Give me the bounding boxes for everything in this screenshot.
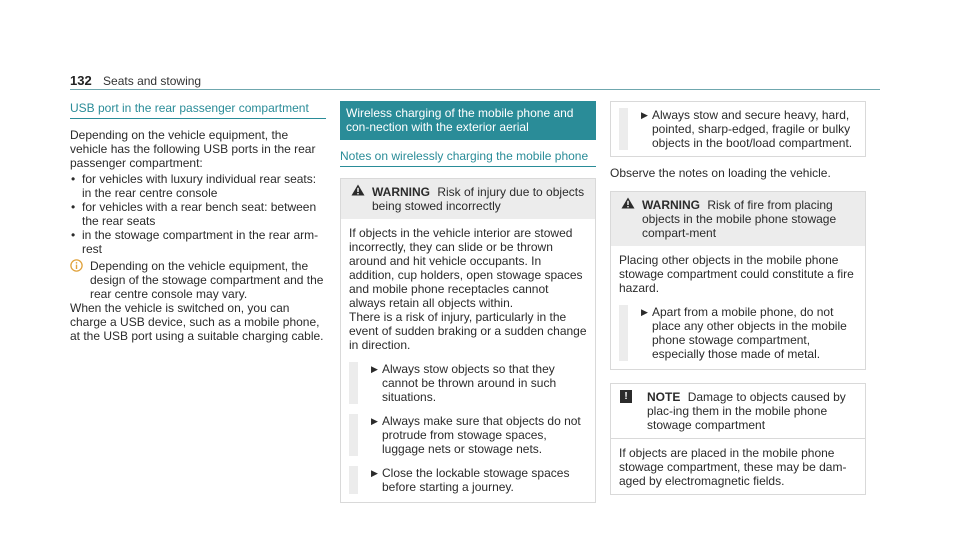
instruction-step	[619, 108, 857, 150]
warning-body	[611, 246, 865, 369]
usb-port-list	[70, 172, 326, 256]
wireless-section-title: Wireless charging of the mobile phone and con-nection with the exterior aerial	[340, 101, 596, 140]
section-title: Seats and stowing	[103, 74, 202, 88]
page-header	[70, 74, 880, 88]
step-text: Always stow and secure heavy, hard, pointed, sharp-edged, fragile or bulky objects in the boot/load compartment.	[652, 108, 853, 150]
warning-label: WARNING	[372, 185, 430, 199]
note-header	[611, 384, 865, 439]
warning-box-objects	[340, 178, 596, 503]
warning-triangle-icon	[621, 197, 635, 212]
warning-header	[341, 179, 595, 219]
column-usb-port	[70, 101, 326, 343]
warning-label: WARNING	[642, 198, 700, 212]
observe-notes: Observe the notes on loading the vehicle.	[610, 166, 831, 180]
warning-paragraph: If objects in the vehicle interior are stowed incorrectly, they can slide or be thrown around and hit vehicle occupants. In addition, cup holders, open stowage spaces and mobile phone receptacles cannot always retain all objects within.	[349, 226, 583, 310]
instruction-step	[349, 466, 587, 494]
page-number: 132	[70, 73, 92, 88]
step-arrow-icon: ▶	[371, 416, 378, 426]
instruction-step	[619, 305, 857, 361]
header-divider	[70, 89, 880, 90]
list-item: • in the stowage compartment in the rear arm-rest	[70, 228, 326, 256]
list-item: • for vehicles with a rear bench seat: between the rear seats	[70, 200, 326, 228]
warning-paragraph: Placing other objects in the mobile phone stowage compartment could constitute a fire hazard.	[619, 253, 854, 295]
step-arrow-icon: ▶	[641, 110, 648, 120]
note-box-damage	[610, 383, 866, 495]
usb-intro: Depending on the vehicle equipment, the vehicle has the following USB ports in the rear passenger compartment:	[70, 128, 316, 170]
warning-triangle-icon	[351, 184, 365, 199]
warning-header	[611, 192, 865, 246]
step-text: Close the lockable stowage spaces before starting a journey.	[382, 466, 570, 494]
usb-closing: When the vehicle is switched on, you can charge a USB device, such as a mobile phone, at the USB port using a suitable charging cable.	[70, 301, 324, 343]
subsection-underline	[340, 166, 596, 167]
continued-step-box	[610, 101, 866, 157]
warning-title: Risk of injury due to objects being stowed incorrectly	[372, 185, 585, 213]
step-arrow-icon: ▶	[371, 364, 378, 374]
usb-title-underline	[70, 118, 326, 119]
step-arrow-icon: ▶	[641, 307, 648, 317]
info-icon	[70, 259, 83, 275]
step-text: Apart from a mobile phone, do not place any other objects in the mobile phone stowage compartment, especially those made of metal.	[652, 305, 847, 361]
list-item: • for vehicles with luxury individual rear seats: in the rear centre console	[70, 172, 326, 200]
column-continued	[610, 101, 866, 495]
wireless-subsection-title: Notes on wirelessly charging the mobile phone	[340, 149, 589, 163]
info-note-text: Depending on the vehicle equipment, the design of the stowage compartment and the rear centre console may vary.	[90, 259, 324, 301]
warning-title: Risk of fire from placing objects in the mobile phone stowage compart-ment	[642, 198, 837, 240]
usb-section-title: USB port in the rear passenger compartment	[70, 101, 309, 115]
info-note	[70, 259, 326, 301]
instruction-step	[349, 362, 587, 404]
warning-paragraph: There is a risk of injury, particularly in the event of sudden braking or a sudden change in direction.	[349, 310, 587, 352]
step-text: Always make sure that objects do not protrude from stowage spaces, luggage nets or stowage nets.	[382, 414, 581, 456]
step-arrow-icon: ▶	[371, 468, 378, 478]
note-label: NOTE	[647, 390, 681, 404]
note-body: If objects are placed in the mobile phone stowage compartment, these may be dam-aged by electromagnetic fields.	[619, 446, 847, 488]
warning-box-fire	[610, 191, 866, 370]
exclamation-icon: !	[620, 390, 632, 403]
instruction-step	[349, 414, 587, 456]
note-title: Damage to objects caused by plac-ing them in the mobile phone stowage compartment	[647, 390, 846, 432]
step-text: Always stow objects so that they cannot be thrown around in such situations.	[382, 362, 557, 404]
column-wireless-charging	[340, 101, 596, 503]
warning-body	[341, 219, 595, 502]
